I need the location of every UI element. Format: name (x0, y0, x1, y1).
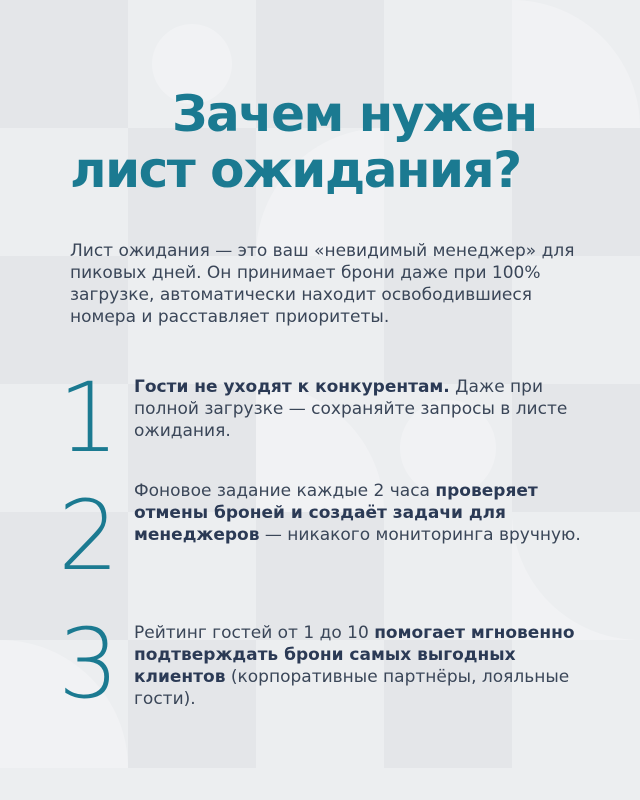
item-number: 3 (58, 608, 116, 720)
item-text-bold: Гости не уходят к конкурентам. (134, 377, 450, 397)
item-text (134, 480, 590, 546)
item-text-regular: (корпоративные партнёры, лояльные гости). (134, 667, 570, 709)
item-number: 1 (58, 362, 116, 474)
item-text-bold: помогает мгновенно подтверждать брони самых выгодных клиентов (134, 623, 575, 687)
intro-paragraph: Лист ожидания — это ваш «невидимый менеджер» для пиковых дней. Он принимает брони даже при 100% загрузке, автоматически находит освободившиеся номера и расставляет приоритеты. (70, 241, 575, 327)
item-text-regular: Рейтинг гостей от 1 до 10 (134, 623, 375, 643)
item-number: 2 (58, 480, 116, 592)
page-title (70, 86, 610, 198)
item-text-regular: — никакого мониторинга вручную. (259, 525, 581, 545)
item-text-regular: Даже при полной загрузке — сохраняйте запросы в листе ожидания. (134, 377, 568, 441)
item-text (134, 622, 590, 710)
item-text (134, 376, 590, 442)
title-line-1: Зачем нужен (172, 85, 537, 143)
item-text-regular: Фоновое задание каждые 2 часа (134, 481, 436, 501)
item-text-bold: проверяет отмены броней и создаёт задачи для менеджеров (134, 481, 538, 545)
title-line-2: лист ожидания? (70, 141, 521, 199)
